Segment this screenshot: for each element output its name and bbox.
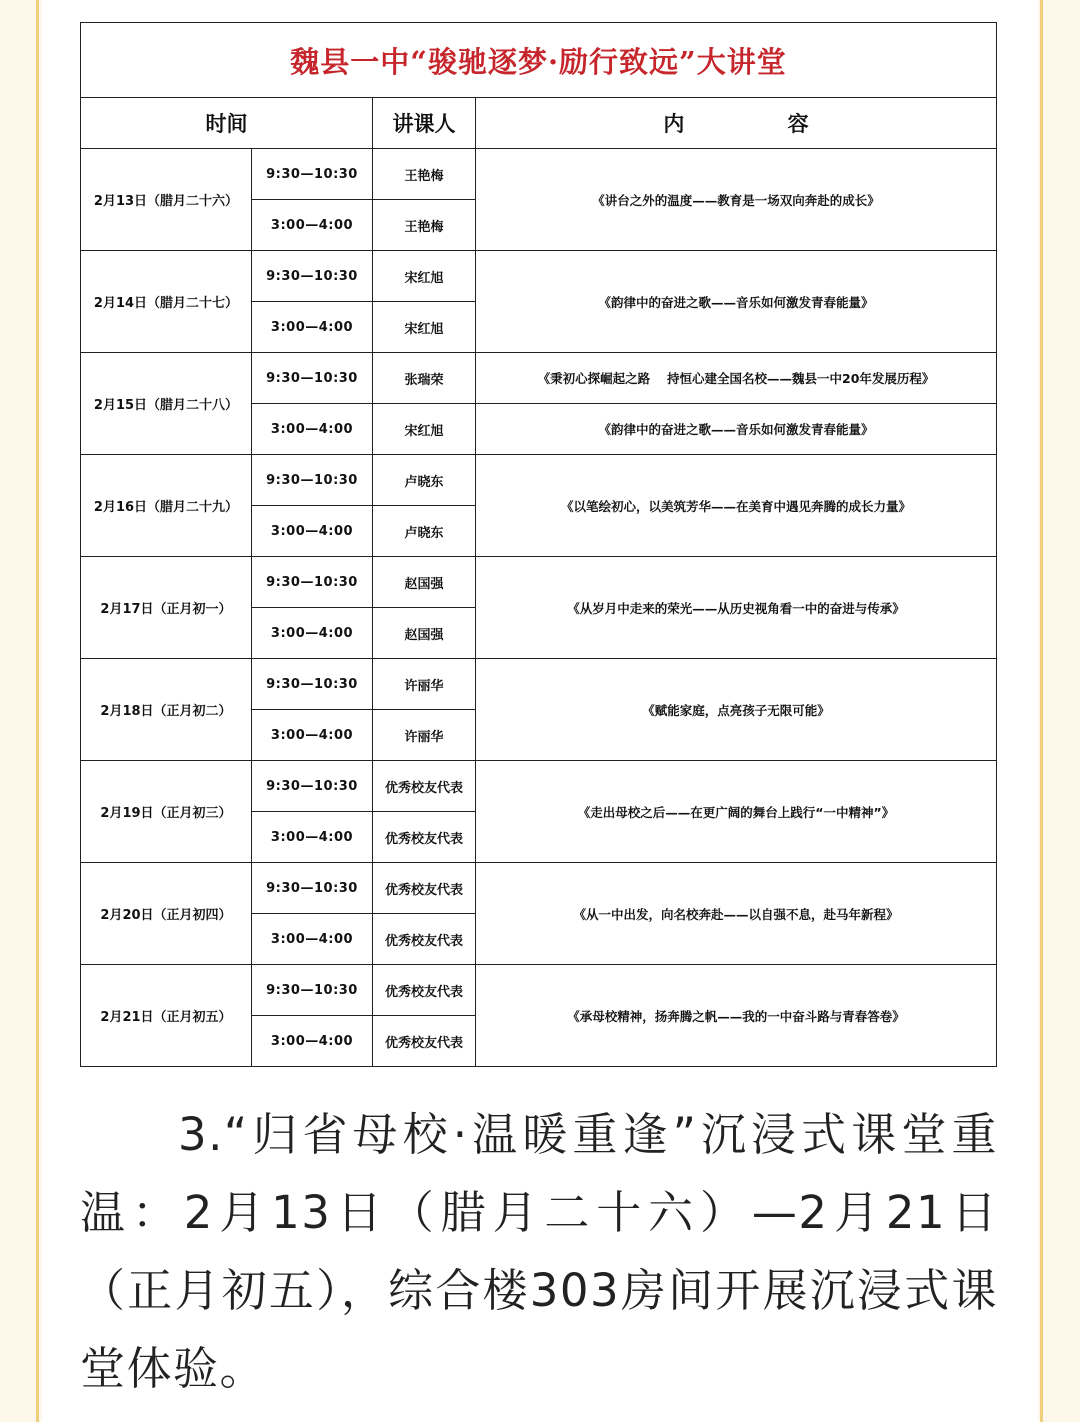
page-frame-right (1040, 0, 1043, 1422)
date-cell: 2月13日（腊月二十六） (81, 149, 252, 251)
table-title: 魏县一中“骏驰逐梦·励行致远”大讲堂 (81, 23, 997, 98)
speaker-cell: 宋红旭 (373, 302, 476, 353)
table-row (81, 557, 997, 608)
header-time: 时间 (81, 98, 373, 149)
date-cell: 2月14日（腊月二十七） (81, 251, 252, 353)
table-row (81, 149, 997, 200)
speaker-cell: 优秀校友代表 (373, 914, 476, 965)
section-paragraph (80, 1096, 998, 1408)
time-cell: 9:30—10:30 (252, 149, 373, 200)
content-cell: 《从岁月中走来的荣光——从历史视角看一中的奋进与传承》 (476, 557, 997, 659)
speaker-cell: 赵国强 (373, 557, 476, 608)
speaker-cell: 优秀校友代表 (373, 1016, 476, 1067)
date-cell: 2月21日（正月初五） (81, 965, 252, 1067)
table-row (81, 455, 997, 506)
table-row (81, 965, 997, 1016)
content-cell: 《讲台之外的温度——教育是一场双向奔赴的成长》 (476, 149, 997, 251)
time-cell: 3:00—4:00 (252, 200, 373, 251)
content-cell: 《从一中出发，向名校奔赴——以自强不息，赴马年新程》 (476, 863, 997, 965)
date-cell: 2月16日（腊月二十九） (81, 455, 252, 557)
time-cell: 3:00—4:00 (252, 302, 373, 353)
content-cell: 《韵律中的奋进之歌——音乐如何激发青春能量》 (476, 404, 997, 455)
content-cell: 《韵律中的奋进之歌——音乐如何激发青春能量》 (476, 251, 997, 353)
time-cell: 9:30—10:30 (252, 863, 373, 914)
time-cell: 9:30—10:30 (252, 761, 373, 812)
content-cell: 《秉初心探崛起之路 持恒心建全国名校——魏县一中20年发展历程》 (476, 353, 997, 404)
time-cell: 9:30—10:30 (252, 455, 373, 506)
speaker-cell: 王艳梅 (373, 149, 476, 200)
content-cell: 《赋能家庭，点亮孩子无限可能》 (476, 659, 997, 761)
content-cell: 《走出母校之后——在更广阔的舞台上践行“一中精神”》 (476, 761, 997, 863)
time-cell: 3:00—4:00 (252, 404, 373, 455)
speaker-cell: 优秀校友代表 (373, 863, 476, 914)
time-cell: 9:30—10:30 (252, 557, 373, 608)
content-cell: 《承母校精神，扬奔腾之帆——我的一中奋斗路与青春答卷》 (476, 965, 997, 1067)
speaker-cell: 卢晓东 (373, 455, 476, 506)
header-speaker: 讲课人 (373, 98, 476, 149)
speaker-cell: 宋红旭 (373, 404, 476, 455)
table-row (81, 761, 997, 812)
speaker-cell: 王艳梅 (373, 200, 476, 251)
time-cell: 9:30—10:30 (252, 353, 373, 404)
speaker-cell: 卢晓东 (373, 506, 476, 557)
table-row (81, 659, 997, 710)
table-row (81, 863, 997, 914)
speaker-cell: 许丽华 (373, 710, 476, 761)
date-cell: 2月17日（正月初一） (81, 557, 252, 659)
speaker-cell: 优秀校友代表 (373, 812, 476, 863)
date-cell: 2月18日（正月初二） (81, 659, 252, 761)
time-cell: 3:00—4:00 (252, 1016, 373, 1067)
speaker-cell: 优秀校友代表 (373, 761, 476, 812)
time-cell: 3:00—4:00 (252, 506, 373, 557)
speaker-cell: 赵国强 (373, 608, 476, 659)
paragraph-text: 3.“归省母校·温暖重逢”沉浸式课堂重温：2月13日（腊月二十六）—2月21日（正月初五），综合楼303房间开展沉浸式课堂体验。 (80, 1108, 998, 1395)
content-cell: 《以笔绘初心，以美筑芳华——在美育中遇见奔腾的成长力量》 (476, 455, 997, 557)
time-cell: 3:00—4:00 (252, 608, 373, 659)
time-cell: 3:00—4:00 (252, 812, 373, 863)
date-cell: 2月15日（腊月二十八） (81, 353, 252, 455)
speaker-cell: 优秀校友代表 (373, 965, 476, 1016)
table-row (81, 251, 997, 302)
time-cell: 9:30—10:30 (252, 659, 373, 710)
time-cell: 9:30—10:30 (252, 965, 373, 1016)
table-row (81, 353, 997, 404)
speaker-cell: 宋红旭 (373, 251, 476, 302)
date-cell: 2月20日（正月初四） (81, 863, 252, 965)
lecture-schedule-table (80, 22, 997, 1067)
speaker-cell: 张瑞荣 (373, 353, 476, 404)
time-cell: 3:00—4:00 (252, 914, 373, 965)
time-cell: 3:00—4:00 (252, 710, 373, 761)
time-cell: 9:30—10:30 (252, 251, 373, 302)
date-cell: 2月19日（正月初三） (81, 761, 252, 863)
speaker-cell: 许丽华 (373, 659, 476, 710)
schedule-body (81, 149, 997, 1067)
page-frame-left (36, 0, 39, 1422)
header-content: 内 容 (476, 98, 997, 149)
